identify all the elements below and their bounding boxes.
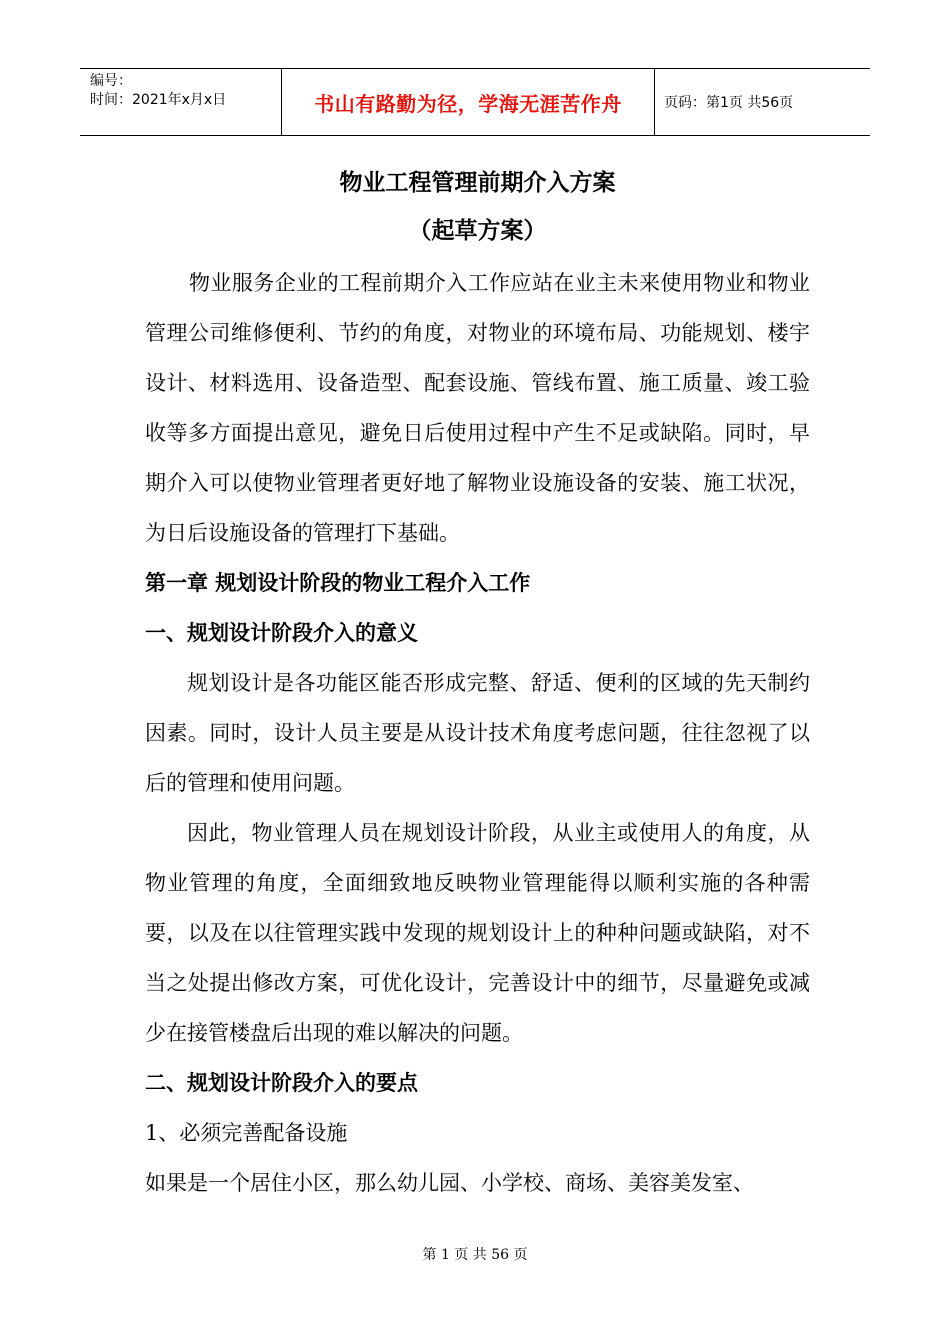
document-body xyxy=(145,158,810,1208)
section-heading-2: 二、规划设计阶段介入的要点 xyxy=(145,1071,418,1095)
intro-paragraph: 物业服务企业的工程前期介入工作应站在业主未来使用物业和物业管理公司维修便利、节约的角度，对物业的环境布局、功能规划、楼宇设计、材料选用、设备造型、配套设施、管线布置、施工质量、竣工验收等多方面提出意见，避免日后使用过程中产生不足或缺陷。同时，早期介入可以使物业管理者更好地了解物业设施设备的安装、施工状况，为日后设施设备的管理打下基础。 xyxy=(145,271,810,545)
number-label: 编号： xyxy=(90,73,132,89)
list-item-1-title: 1、必须完善配备设施 xyxy=(145,1121,348,1145)
section1-paragraph-2: 因此，物业管理人员在规划设计阶段，从业主或使用人的角度，从物业管理的角度，全面细致地反映物业管理能得以顺利实施的各种需要，以及在以往管理实践中发现的规划设计上的种种问题或缺陷，对不当之处提出修改方案，可优化设计，完善设计中的细节，尽量避免或减少在接管楼盘后出现的难以解决的问题。 xyxy=(145,821,810,1045)
section1-paragraph-1: 规划设计是各功能区能否形成完整、舒适、便利的区域的先天制约因素。同时，设计人员主要是从设计技术角度考虑问题，往往忽视了以后的管理和使用问题。 xyxy=(145,671,810,795)
header-page-info: 页码：第1页 共56页 xyxy=(664,95,794,111)
page-footer: 第 1 页 共 56 页 xyxy=(422,1247,528,1263)
section-heading-1: 一、规划设计阶段介入的意义 xyxy=(145,621,418,645)
page-header xyxy=(80,68,870,136)
chapter-heading: 第一章 规划设计阶段的物业工程介入工作 xyxy=(145,571,531,595)
header-meta xyxy=(80,69,282,135)
document-subtitle: （起草方案） xyxy=(408,218,547,244)
header-motto: 书山有路勤为径，学海无涯苦作舟 xyxy=(282,69,655,135)
time-label: 时间：2021年x月x日 xyxy=(90,92,227,108)
list-item-1-text: 如果是一个居住小区，那么幼儿园、小学校、商场、美容美发室、 xyxy=(145,1171,754,1195)
document-title: 物业工程管理前期介入方案 xyxy=(339,170,616,196)
